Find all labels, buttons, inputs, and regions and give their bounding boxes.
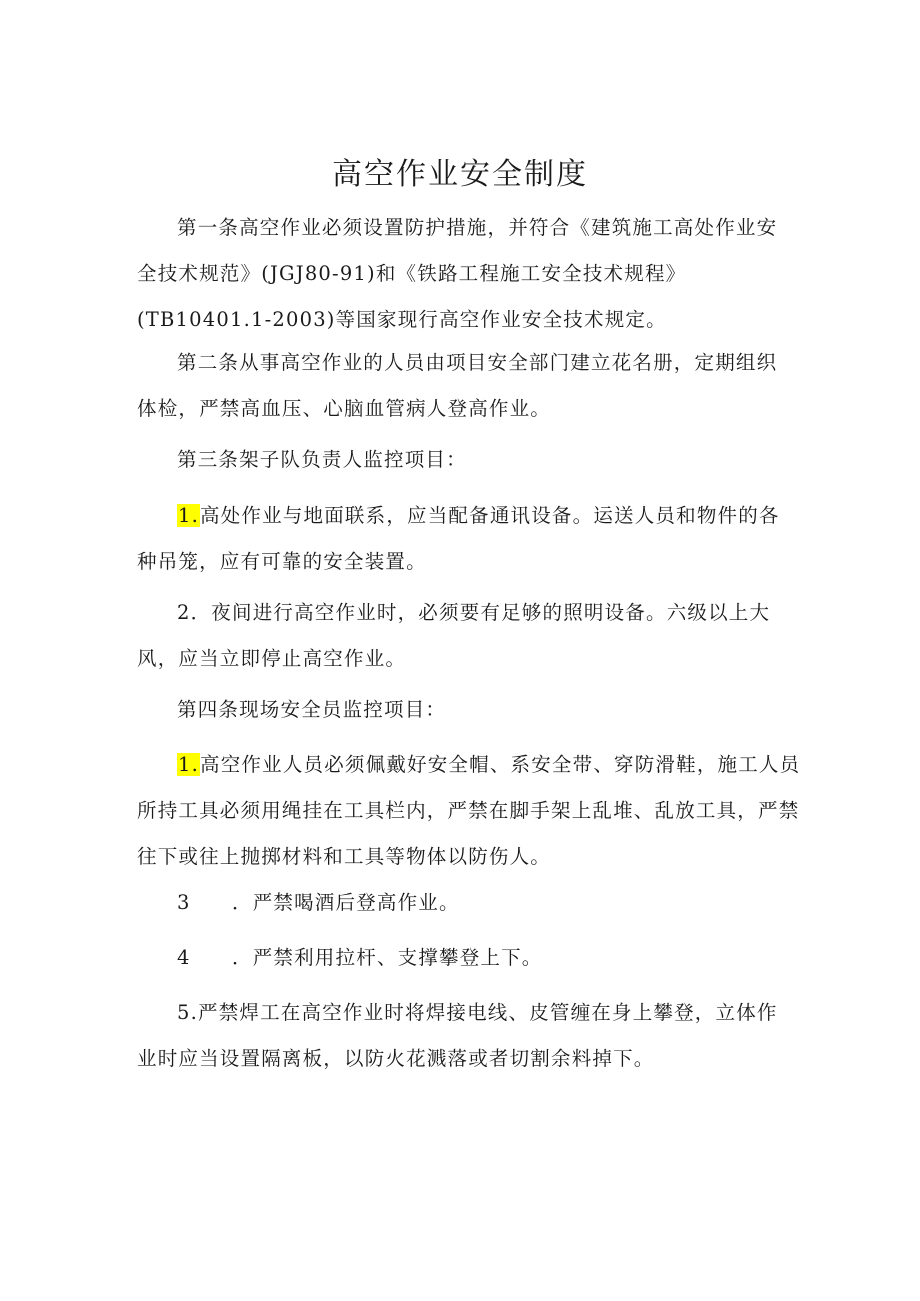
article-2-line-2: 体检，严禁高血压、心脑血管病人登高作业。 (137, 397, 552, 420)
article-1-line-3: (TB10401.1-2003)等国家现行高空作业安全技术规定。 (137, 308, 667, 331)
article-4-item-1-line-2: 所持工具必须用绳挂在工具栏内，严禁在脚手架上乱堆、乱放工具，严禁 (137, 799, 800, 822)
item-number-highlight: 1. (178, 753, 200, 776)
article-4-item-4-line: 4 ．严禁利用拉杆、支撑攀登上下。 (177, 946, 543, 969)
article-3-item-2-line-2: 风，应当立即停止高空作业。 (137, 647, 407, 670)
article-2-line-1: 第二条从事高空作业的人员由项目安全部门建立花名册，定期组织 (177, 351, 778, 374)
article-4-item-1-line-1 (137, 742, 801, 788)
article-4-item-4 (137, 935, 785, 981)
article-4-item-1-line-3: 往下或往上抛掷材料和工具等物体以防伤人。 (137, 845, 552, 868)
article-4-item-3 (137, 880, 785, 926)
article-4-item-5-line-2: 业时应当设置隔离板，以防火花溅落或者切割余料掉下。 (137, 1047, 655, 1070)
article-3-item-2-line-1: 2．夜间进行高空作业时，必须要有足够的照明设备。六级以上大 (177, 601, 771, 624)
article-3-item-1 (137, 493, 785, 585)
article-4-item-5-line-1: 5.严禁焊工在高空作业时将焊接电线、皮管缠在身上攀登，立体作 (177, 1001, 778, 1024)
article-2 (137, 340, 785, 432)
article-3-item-1-text: 高处作业与地面联系，应当配备通讯设备。运送人员和物件的各 (200, 504, 780, 527)
item-number-highlight: 1. (178, 504, 200, 527)
article-1-line-1: 第一条高空作业必须设置防护措施，并符合《建筑施工高处作业安 (177, 216, 778, 239)
article-1 (137, 205, 785, 343)
document-title: 高空作业安全制度 (332, 157, 588, 192)
article-4-item-5 (137, 990, 785, 1082)
article-4-item-3-line: 3 ．严禁喝酒后登高作业。 (177, 891, 460, 914)
article-1-line-2: 全技术规范》(JGJ80-91)和《铁路工程施工安全技术规程》 (137, 262, 687, 285)
article-3-heading: 第三条架子队负责人监控项目： (177, 448, 467, 471)
article-4-item-1 (137, 742, 801, 880)
article-3-item-1-line-2: 种吊笼，应有可靠的安全装置。 (137, 550, 427, 573)
article-4-item-1-text: 高空作业人员必须佩戴好安全帽、系安全带、穿防滑鞋，施工人员 (200, 753, 801, 776)
article-3-item-2 (137, 590, 785, 682)
article-4 (137, 687, 785, 733)
article-4-heading: 第四条现场安全员监控项目： (177, 698, 447, 721)
article-3-item-1-line-1 (137, 493, 785, 539)
article-3 (137, 437, 785, 483)
